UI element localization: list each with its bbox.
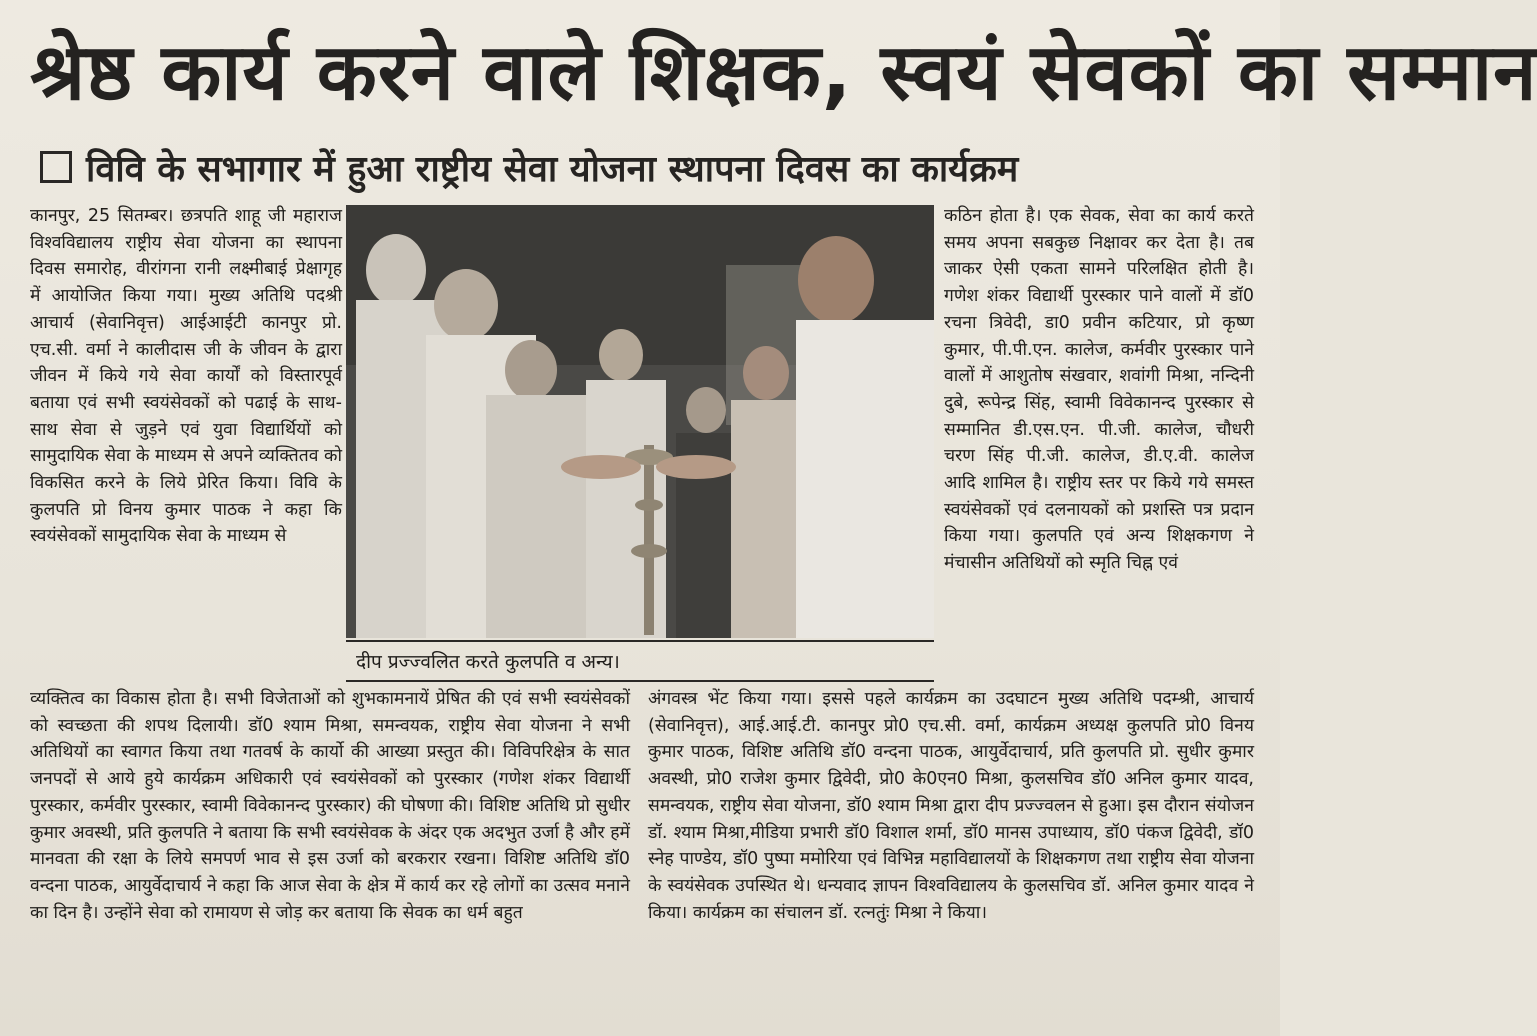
article-text-bottom-left: व्यक्तित्व का विकास होता है। सभी विजेताओं को शुभकामनायें प्रेषित की एवं सभी स्वयंसेवकों को स्वच्छता की शपथ दिलायी। डॉ0 श्याम मिश्रा, समन्वयक, राष्ट्रीय सेवा योजना ने सभी अतिथियों का स्वागत किया तथा गतवर्ष के कार्यो की आख्या प्रस्तुत की। विविपरिक्षेत्र के सात जनपदों से आये हुये कार्यक्रम अधिकारी एवं स्वयंसेवकों को पुरस्कार (गणेश शंकर विद्यार्थी पुरस्कार, कर्मवीर पुरस्कार, स्वामी विवेकानन्द पुरस्कार) की घोषणा की। विशिष्ट अतिथि प्रो सुधीर कुमार अवस्थी, प्रति कुलपति ने बताया कि सभी स्वयंसेवक के अंदर एक अदभुत उर्जा है और हमें मानवता की रक्षा के लिये समपर्ण भाव से इस उर्जा को बरकरार रखना। विशिष्ट अतिथि डॉ0 वन्दना पाठक, आयुर्वेदाचार्य ने कहा कि आज सेवा के क्षेत्र में कार्य कर रहे लोगों का उत्सव मनाने का दिन है। उन्होंने सेवा को रामायण से जोड़ कर बताया कि सेवक का धर्म बहुत bbox=[30, 689, 630, 923]
subheadline: विवि के सभागार में हुआ राष्ट्रीय सेवा योजना स्थापना दिवस का कार्यक्रम bbox=[86, 148, 1019, 190]
article-text-left: कानपुर, 25 सितम्बर। छत्रपति शाहू जी महाराज विश्वविद्यालय राष्ट्रीय सेवा योजना का स्थापना दिवस समारोह, वीरांगना रानी लक्ष्मीबाई प्रेक्षागृह में आयोजित किया गया। मुख्य अतिथि पदश्री आचार्य (सेवानिवृत्त) आईआईटी कानपुर प्रो. एच.सी. वर्मा ने कालीदास जी के जीवन के द्वारा जीवन में किये गये सेवा कार्यों को विस्तारपूर्व बताया एवं सभी स्वयंसेवकों को पढाई के साथ-साथ सेवा से जुड़ने एवं युवा विद्यार्थियों को सामुदायिक सेवा के माध्यम से अपने व्यक्तितव को विकसित करने के लिये प्रेरित किया। विवि के कुलपति प्रो विनय कुमार पाठक ने कहा कि स्वयंसेवकों सामुदायिक सेवा के माध्यम से bbox=[30, 206, 342, 547]
subheadline-row bbox=[40, 142, 1250, 192]
bullet-square-icon bbox=[40, 151, 72, 183]
lamp-lighting-photo bbox=[346, 205, 934, 638]
photo-caption: दीप प्रज्ज्वलित करते कुलपति व अन्य। bbox=[346, 640, 934, 682]
article-column-left bbox=[30, 203, 342, 687]
article-text-bottom-right: अंगवस्त्र भेंट किया गया। इससे पहले कार्यक्रम का उदघाटन मुख्य अतिथि पदम्श्री, आचार्य (सेवानिवृत्त), आई.आई.टी. कानपुर प्रो0 एच.सी. वर्मा, कार्यक्रम अध्यक्ष कुलपति प्रो0 विनय कुमार पाठक, विशिष्ट अतिथि डॉ0 वन्दना पाठक, आयुर्वेदाचार्य, प्रति कुलपति प्रो. सुधीर कुमार अवस्थी, प्रो0 राजेश कुमार द्विवेदी, प्रो0 के0एन0 मिश्रा, कुलसचिव डॉ0 अनिल कुमार यादव, समन्वयक, राष्ट्रीय सेवा योजना, डॉ0 श्याम मिश्रा द्वारा दीप प्रज्ज्वलन से हुआ। इस दौरान संयोजन डॉ. श्याम मिश्रा,मीडिया प्रभारी डॉ0 विशाल शर्मा, डॉ0 मानस उपाध्याय, डॉ0 पंकज द्विवेदी, डॉ0 स्नेह पाण्डेय, डॉ0 पुष्पा ममोरिया एवं विभिन्न महाविद्यालयों के शिक्षकगण तथा राष्ट्रीय सेवा योजना के स्वयंसेवक उपस्थित थे। धन्यवाद ज्ञापन विश्वविद्यालय के कुलसचिव डॉ. अनिल कुमार यादव ने किया। कार्यक्रम का संचालन डॉ. रत्नतुंः मिश्रा ने किया। bbox=[648, 689, 1254, 923]
event-photo bbox=[346, 205, 934, 638]
article-column-right bbox=[944, 203, 1254, 687]
article-text-right: कठिन होता है। एक सेवक, सेवा का कार्य करते समय अपना सबकुछ निक्षावर कर देता है। तब जाकर ऐसी एकता सामने परिलक्षित होती है। गणेश शंकर विद्यार्थी पुरस्कार पाने वालों में डॉ0 रचना त्रिवेदी, डा0 प्रवीन कटियार, प्रो कृष्ण कुमार, पी.पी.एन. कालेज, कर्मवीर पुरस्कार पाने वालों में आशुतोष संखवार, शवांगी मिश्रा, नन्दिनी दुबे, रूपेन्द्र सिंह, स्वामी विवेकानन्द पुरस्कार से सम्मानित डी.एस.एन. पी.जी. कालेज, चौधरी चरण सिंह पी.जी. कालेज, डी.ए.वी. कालेज आदि शामिल है। राष्ट्रीय स्तर पर किये गये समस्त स्वयंसेवकों एवं दलनायकों को प्रशस्ति पत्र प्रदान किया गया। कुलपति एवं अन्य शिक्षकगण ने मंचासीन अतिथियों को स्मृति चिह्न एवं bbox=[944, 206, 1254, 574]
headline: श्रेष्ठ कार्य करने वाले शिक्षक, स्वयं सेवकों का सम्मान bbox=[30, 28, 1537, 118]
article-column-bottom-right bbox=[648, 686, 1254, 1016]
article-column-bottom-left bbox=[30, 686, 630, 1016]
